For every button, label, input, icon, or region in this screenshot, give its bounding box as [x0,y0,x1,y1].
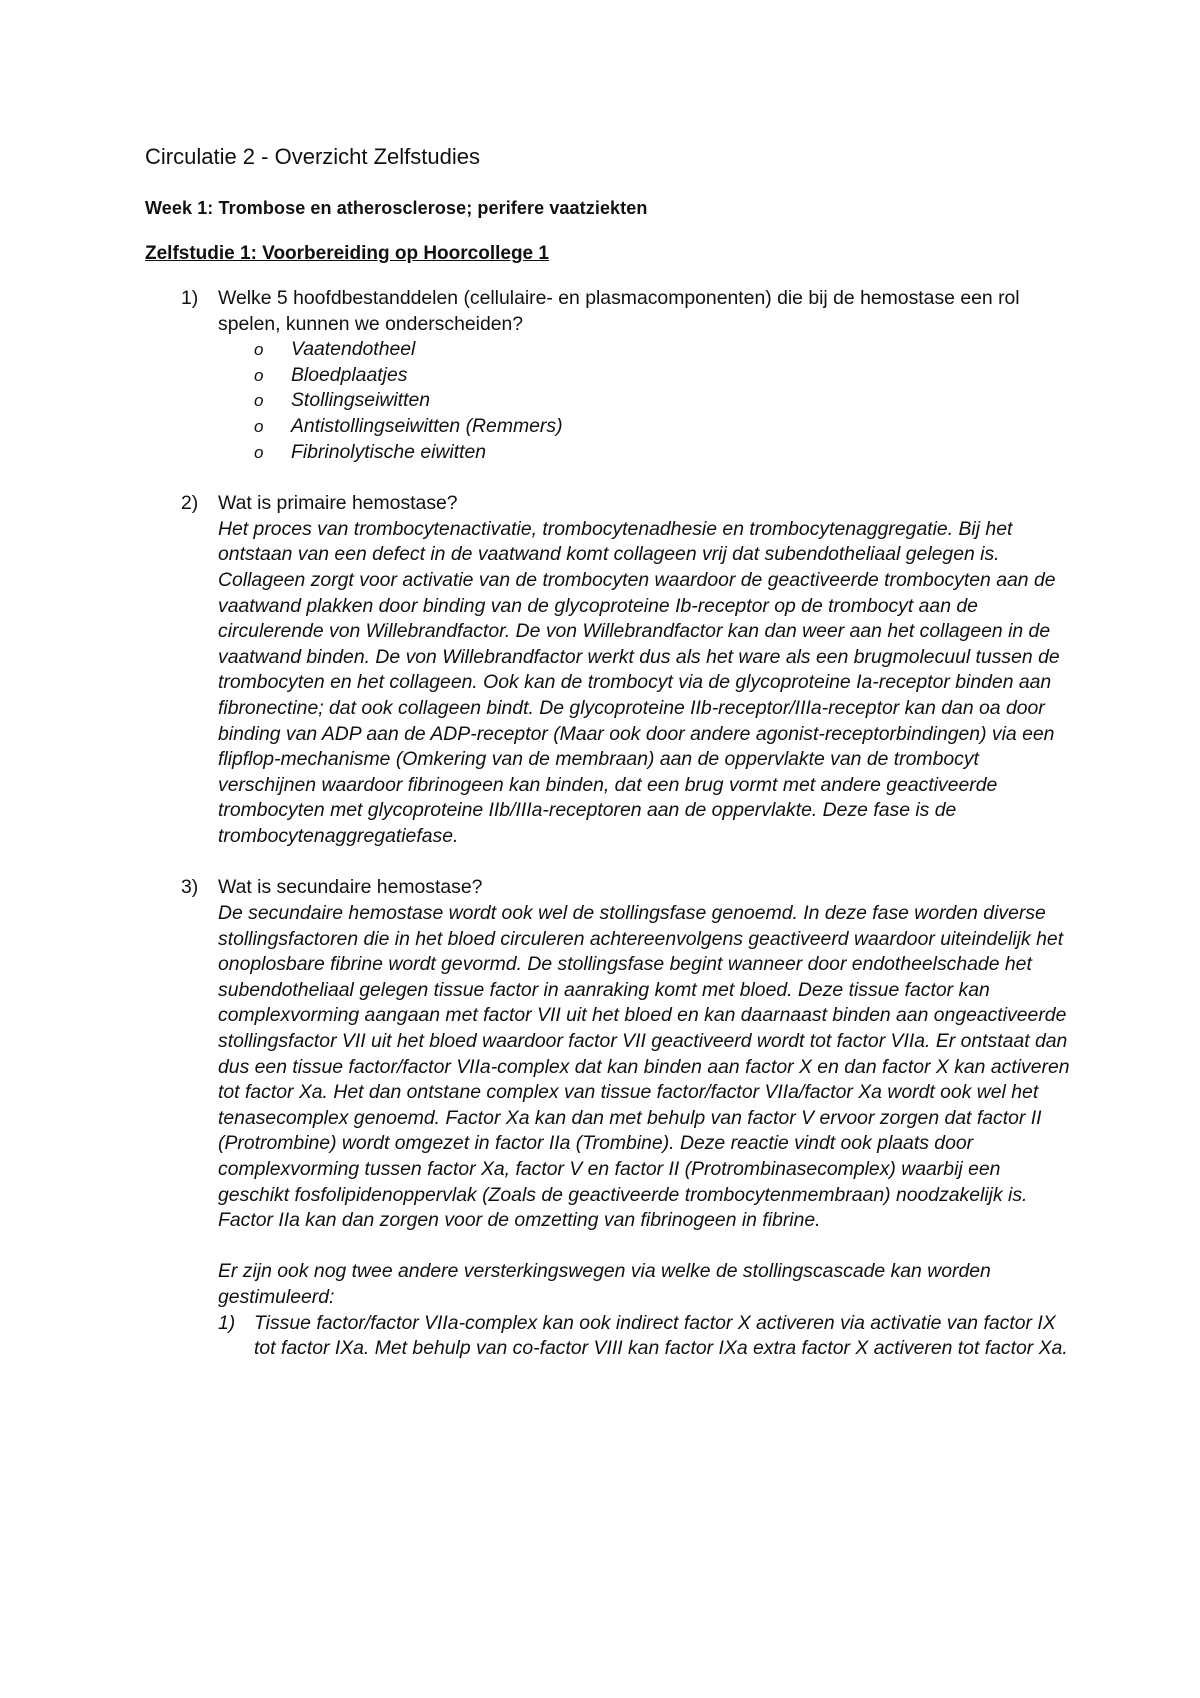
components-list [218,337,1075,465]
list-item-text: Tissue factor/factor VIIa-complex kan ook indirect factor X activeren via activatie van factor IX tot factor IXa. Met behulp van co-factor VIII kan factor IXa extra factor X activeren tot factor Xa. [254,1311,1068,1360]
answer-text [218,517,1075,850]
question-1 [145,286,1075,465]
list-item-text: Fibrinolytische eiwitten [291,440,487,463]
bullet-icon: o [254,416,264,436]
list-item [254,414,1075,440]
question-number: 1) [181,287,199,309]
list-item [218,1311,1075,1362]
question-3 [145,875,1075,1361]
list-item-text: Vaatendotheel [291,338,416,361]
document-page [145,142,1075,1388]
answer-text [218,901,1075,1362]
study-heading: Zelfstudie 1: Voorbereiding op Hoorcollege 1 [145,243,549,264]
question-2 [145,491,1075,849]
list-item [254,388,1075,414]
week-heading: Week 1: Trombose en atherosclerose; perifere vaatziekten [145,198,648,218]
list-item [254,337,1075,363]
answer-paragraph: Het proces van trombocytenactivatie, trombocytenadhesie en trombocytenaggregatie. Bij het ontstaan van een defect in de vaatwand komt collageen vrij dat subendotheliaal gelegen is. Collageen zorgt voor activatie van de trombocyten waardoor de geactiveerde trombocyten aan de vaatwand plakken door binding van de glycoproteine Ib-receptor op de trombocyt aan de circulerende von Willebrandfactor. De von Willebrandfactor kan dan weer aan het collageen in de vaatwand binden. De von Willebrandfactor werkt dus als het ware als een brugmolecuul tussen de trombocyten en het collageen. Ook kan de trombocyt via de glycoproteine Ia-receptor binden aan fibronectine; dat ook collageen bindt. De glycoproteine IIb-receptor/IIIa-receptor kan dan oa door binding van ADP aan de ADP-receptor (Maar ook door andere agonist-receptorbindingen) via een flipflop-mechanisme (Omkering van de membraan) aan de oppervlakte van de trombocyt verschijnen waardoor fibrinogeen kan binden, dat een brug vormt met andere geactiveerde trombocyten met glycoproteine IIb/IIIa-receptoren aan de oppervlakte. Deze fase is de trombocytenaggregatiefase. [218,517,1060,847]
list-item [254,440,1075,466]
question-number: 2) [181,492,199,515]
document-title: Circulatie 2 - Overzicht Zelfstudies [145,144,480,169]
question-text: Wat is secundaire hemostase? [218,876,483,899]
bullet-icon: o [254,365,264,385]
bullet-icon: o [254,391,264,411]
list-item [254,363,1075,389]
question-number: 3) [181,876,199,899]
bullet-icon: o [254,340,264,360]
answer-paragraph: De secundaire hemostase wordt ook wel de stollingsfase genoemd. In deze fase worden diverse stollingsfactoren die in het bloed circuleren achtereenvolgens geactiveerd waardoor uiteindelijk het onoplosbare fibrine wordt gevormd. De stollingsfase begint wanneer door endotheelschade het subendotheliaal gelegen tissue factor in aanraking komt met bloed. Deze tissue factor kan complexvorming aangaan met factor VII uit het bloed en kan daarnaast binden aan ongeactiveerde stollingsfactor VII uit het bloed waardoor factor VII geactiveerd wordt tot factor VIIa. Er ontstaat dan dus een tissue factor/factor VIIa-complex dat kan binden aan factor X en dan factor X kan activeren tot factor Xa. Het dan ontstane complex van tissue factor/factor VIIa/factor Xa wordt ook wel het tenasecomplex genoemd. Factor Xa kan dan met behulp van factor V ervoor zorgen dat factor II (Protrombine) wordt omgezet in factor IIa (Trombine). Deze reactie vindt ook plaats door complexvorming tussen factor Xa, factor V en factor II (Protrombinasecomplex) waarbij een geschikt fosfolipidenoppervlak (Zoals de geactiveerde trombocytenmembraan) noodzakelijk is. Factor IIa kan dan zorgen voor de omzetting van fibrinogeen in fibrine. [218,902,1070,1232]
answer-intro: Er zijn ook nog twee andere versterkingswegen via welke de stollingscascade kan worden gestimuleerd: [218,1260,991,1308]
list-item-text: Stollingseiwitten [291,389,431,412]
amplification-list [218,1311,1075,1362]
question-text: Wat is primaire hemostase? [218,492,458,515]
list-item-number: 1) [218,1311,236,1334]
list-item-text: Antistollingseiwitten (Remmers) [291,414,563,437]
list-item-text: Bloedplaatjes [291,363,408,386]
bullet-icon: o [254,442,264,462]
question-text: Welke 5 hoofdbestanddelen (cellulaire- en plasmacomponenten) die bij de hemostase een rol spelen, kunnen we onderscheiden? [218,287,1020,335]
